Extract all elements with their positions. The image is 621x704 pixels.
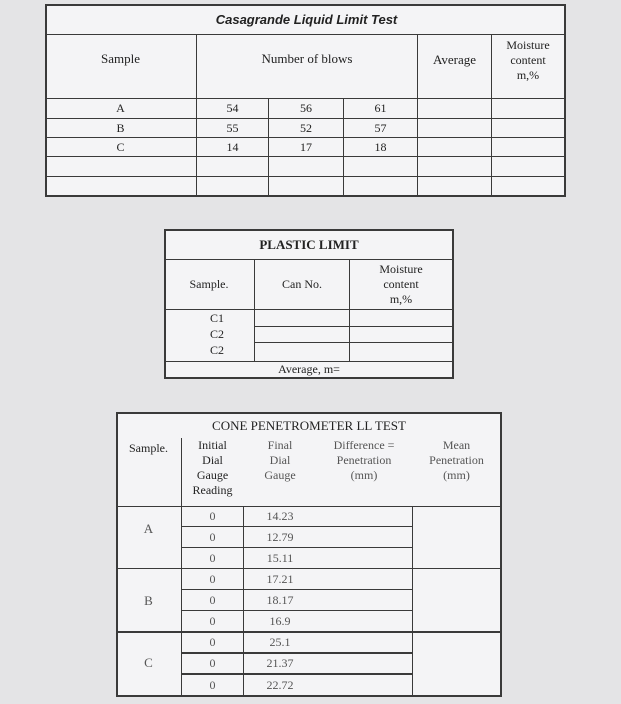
difference-header-line: Difference = bbox=[333, 438, 395, 452]
blows-header: Number of blows bbox=[261, 50, 353, 66]
initial-cell: 0 bbox=[209, 571, 216, 586]
blows-cell: 55 bbox=[226, 120, 239, 135]
liquid-limit-title: Casagrande Liquid Limit Test bbox=[215, 11, 398, 27]
plastic-limit-title: PLASTIC LIMIT bbox=[259, 236, 359, 252]
moisture-header-line: content bbox=[510, 52, 546, 67]
can-header: Can No. bbox=[282, 277, 322, 291]
final-cell: 14.23 bbox=[266, 509, 294, 523]
initial-cell: 0 bbox=[209, 635, 216, 649]
mean-header-line: Mean bbox=[442, 438, 471, 452]
final-header bbox=[244, 438, 316, 488]
initial-header-line: Initial bbox=[198, 438, 227, 452]
final-cell: 25.1 bbox=[269, 635, 291, 649]
initial-cell: 0 bbox=[209, 656, 216, 670]
cone-title: CONE PENETROMETER LL TEST bbox=[212, 417, 406, 433]
sample-cell: C2 bbox=[209, 343, 224, 357]
mean-header-line: (mm) bbox=[443, 468, 470, 482]
moisture-header-line: Moisture bbox=[379, 262, 423, 276]
blows-cell: 52 bbox=[300, 120, 312, 135]
difference-header-line: (mm) bbox=[350, 468, 378, 482]
difference-header-line: Penetration bbox=[336, 453, 392, 467]
sample-cell: B bbox=[144, 592, 153, 608]
sample-cell: A bbox=[143, 520, 154, 536]
difference-header bbox=[316, 438, 412, 488]
blows-cell: 57 bbox=[374, 120, 387, 135]
initial-cell: 0 bbox=[209, 592, 216, 607]
average-label: Average, m= bbox=[278, 362, 340, 376]
final-cell: 21.37 bbox=[266, 656, 294, 670]
sample-cell: C2 bbox=[209, 326, 224, 341]
sample-cell: C bbox=[116, 139, 125, 154]
final-header-line: Gauge bbox=[264, 468, 296, 482]
final-cell: 16.9 bbox=[269, 613, 291, 628]
blows-cell: 56 bbox=[300, 101, 312, 115]
initial-cell: 0 bbox=[209, 509, 216, 523]
initial-cell: 0 bbox=[209, 613, 216, 628]
blows-cell: 17 bbox=[300, 139, 312, 154]
initial-header-line: Gauge bbox=[196, 468, 229, 482]
mean-header bbox=[413, 438, 500, 488]
sample-header: Sample. bbox=[129, 440, 168, 455]
final-cell: 12.79 bbox=[266, 529, 294, 544]
sample-cell: C1 bbox=[209, 310, 224, 325]
sample-cell: A bbox=[116, 101, 125, 115]
final-header-line: Dial bbox=[269, 453, 291, 467]
final-cell: 17.21 bbox=[266, 571, 294, 586]
moisture-header bbox=[350, 260, 452, 309]
average-header: Average bbox=[432, 51, 477, 67]
initial-header-line: Dial bbox=[202, 453, 223, 467]
moisture-header-line: m,% bbox=[516, 67, 540, 82]
initial-cell: 0 bbox=[209, 550, 216, 565]
initial-header-line: Reading bbox=[192, 483, 233, 497]
moisture-header-line: Moisture bbox=[506, 37, 550, 52]
mean-header-line: Penetration bbox=[429, 453, 484, 467]
moisture-header-line: m,% bbox=[389, 292, 413, 306]
moisture-header bbox=[492, 35, 564, 85]
final-cell: 15.11 bbox=[266, 550, 294, 565]
initial-cell: 0 bbox=[209, 677, 216, 692]
initial-header bbox=[182, 438, 243, 506]
final-cell: 22.72 bbox=[266, 677, 294, 692]
sample-cell: B bbox=[116, 120, 125, 135]
final-cell: 18.17 bbox=[266, 592, 294, 607]
moisture-header-line: content bbox=[383, 277, 419, 291]
sample-cell: C bbox=[144, 654, 153, 670]
sample-header: Sample. bbox=[189, 277, 229, 291]
sample-header: Sample bbox=[101, 50, 140, 66]
blows-cell: 61 bbox=[374, 101, 387, 115]
initial-cell: 0 bbox=[209, 529, 216, 544]
plastic-limit-table bbox=[164, 229, 454, 379]
final-header-line: Final bbox=[267, 438, 293, 452]
blows-cell: 18 bbox=[374, 139, 387, 154]
cone-penetrometer-table bbox=[116, 412, 502, 697]
blows-cell: 54 bbox=[226, 101, 239, 115]
liquid-limit-table bbox=[45, 4, 566, 197]
blows-cell: 14 bbox=[226, 139, 239, 154]
